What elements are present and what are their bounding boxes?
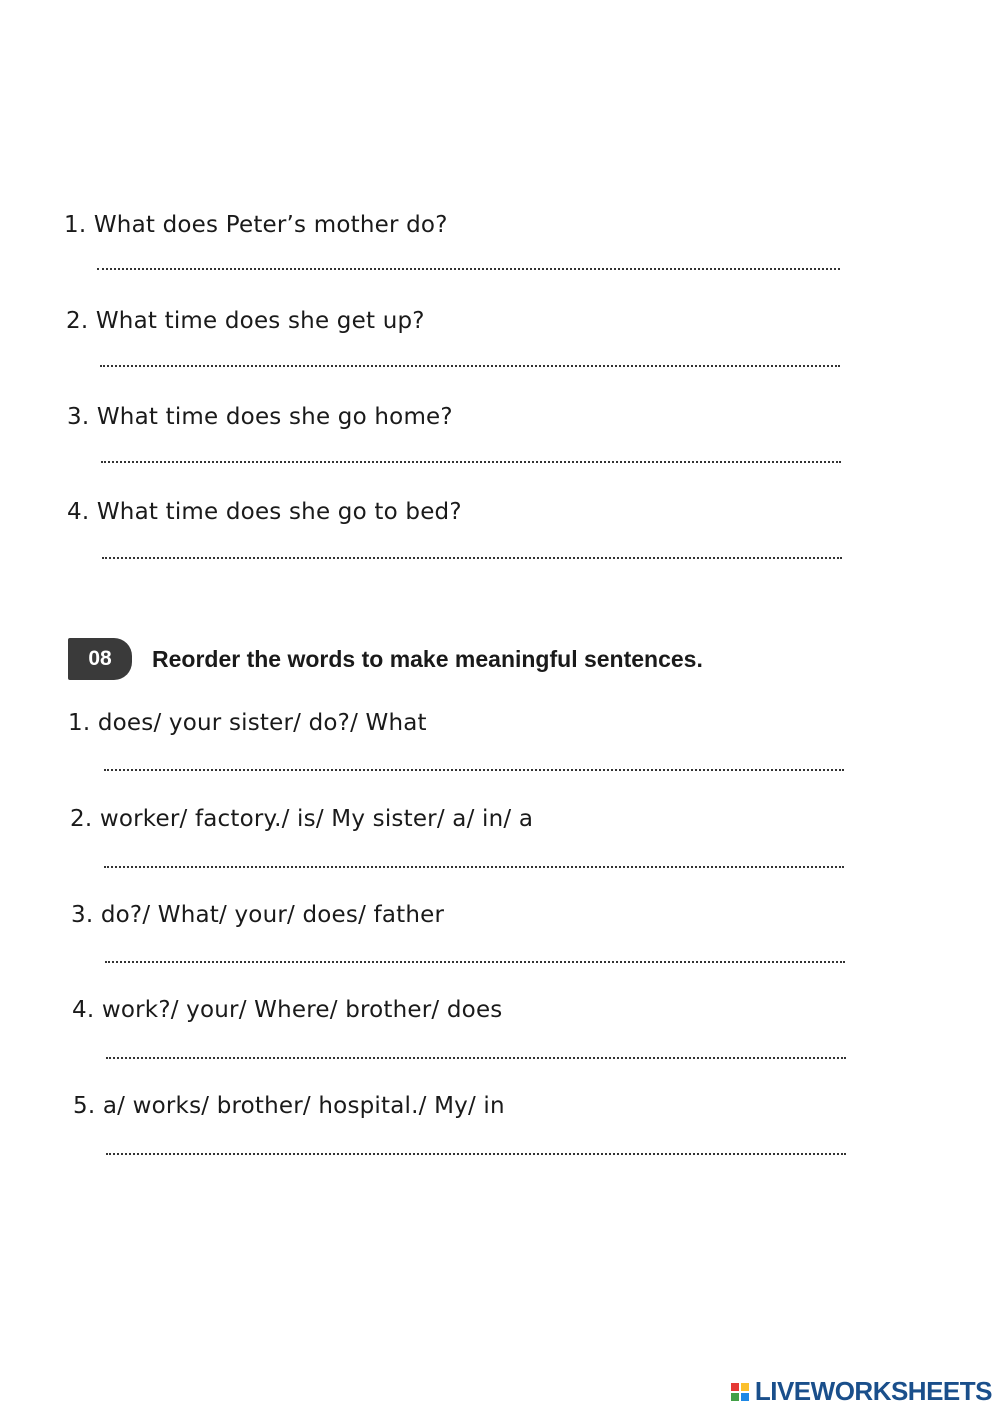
reorder-item-2: 2. worker/ factory./ is/ My sister/ a/ in/ a	[70, 806, 534, 832]
section-number-badge: 08	[68, 638, 132, 680]
section-title: Reorder the words to make meaningful sentences.	[152, 645, 703, 672]
reorder-item-5: 5. a/ works/ brother/ hospital./ My/ in	[73, 1093, 505, 1119]
answer-line-3[interactable]	[101, 461, 841, 463]
logo-grid-icon	[731, 1383, 749, 1401]
logo-text: LIVEWORKSHEETS	[754, 1376, 992, 1406]
reorder-answer-line-3[interactable]	[105, 961, 845, 963]
question-2: 2. What time does she get up?	[66, 308, 425, 334]
question-3: 3. What time does she go home?	[67, 404, 453, 430]
reorder-answer-line-5[interactable]	[106, 1153, 846, 1155]
reorder-item-4: 4. work?/ your/ Where/ brother/ does	[72, 997, 503, 1023]
logo-square-yellow	[741, 1383, 749, 1391]
answer-line-2[interactable]	[100, 365, 840, 367]
question-4: 4. What time does she go to bed?	[67, 499, 462, 525]
question-1: 1. What does Peter’s mother do?	[64, 212, 448, 238]
answer-line-1[interactable]	[97, 268, 840, 270]
logo-square-green	[731, 1393, 739, 1401]
reorder-answer-line-2[interactable]	[104, 866, 844, 868]
reorder-answer-line-4[interactable]	[106, 1057, 846, 1059]
reorder-item-3: 3. do?/ What/ your/ does/ father	[71, 902, 445, 928]
answer-line-4[interactable]	[102, 557, 842, 559]
liveworksheets-logo	[731, 1376, 992, 1407]
logo-square-blue	[741, 1393, 749, 1401]
reorder-item-1: 1. does/ your sister/ do?/ What	[68, 710, 427, 736]
logo-square-red	[731, 1383, 739, 1391]
reorder-answer-line-1[interactable]	[104, 769, 844, 771]
section-heading	[68, 638, 703, 680]
